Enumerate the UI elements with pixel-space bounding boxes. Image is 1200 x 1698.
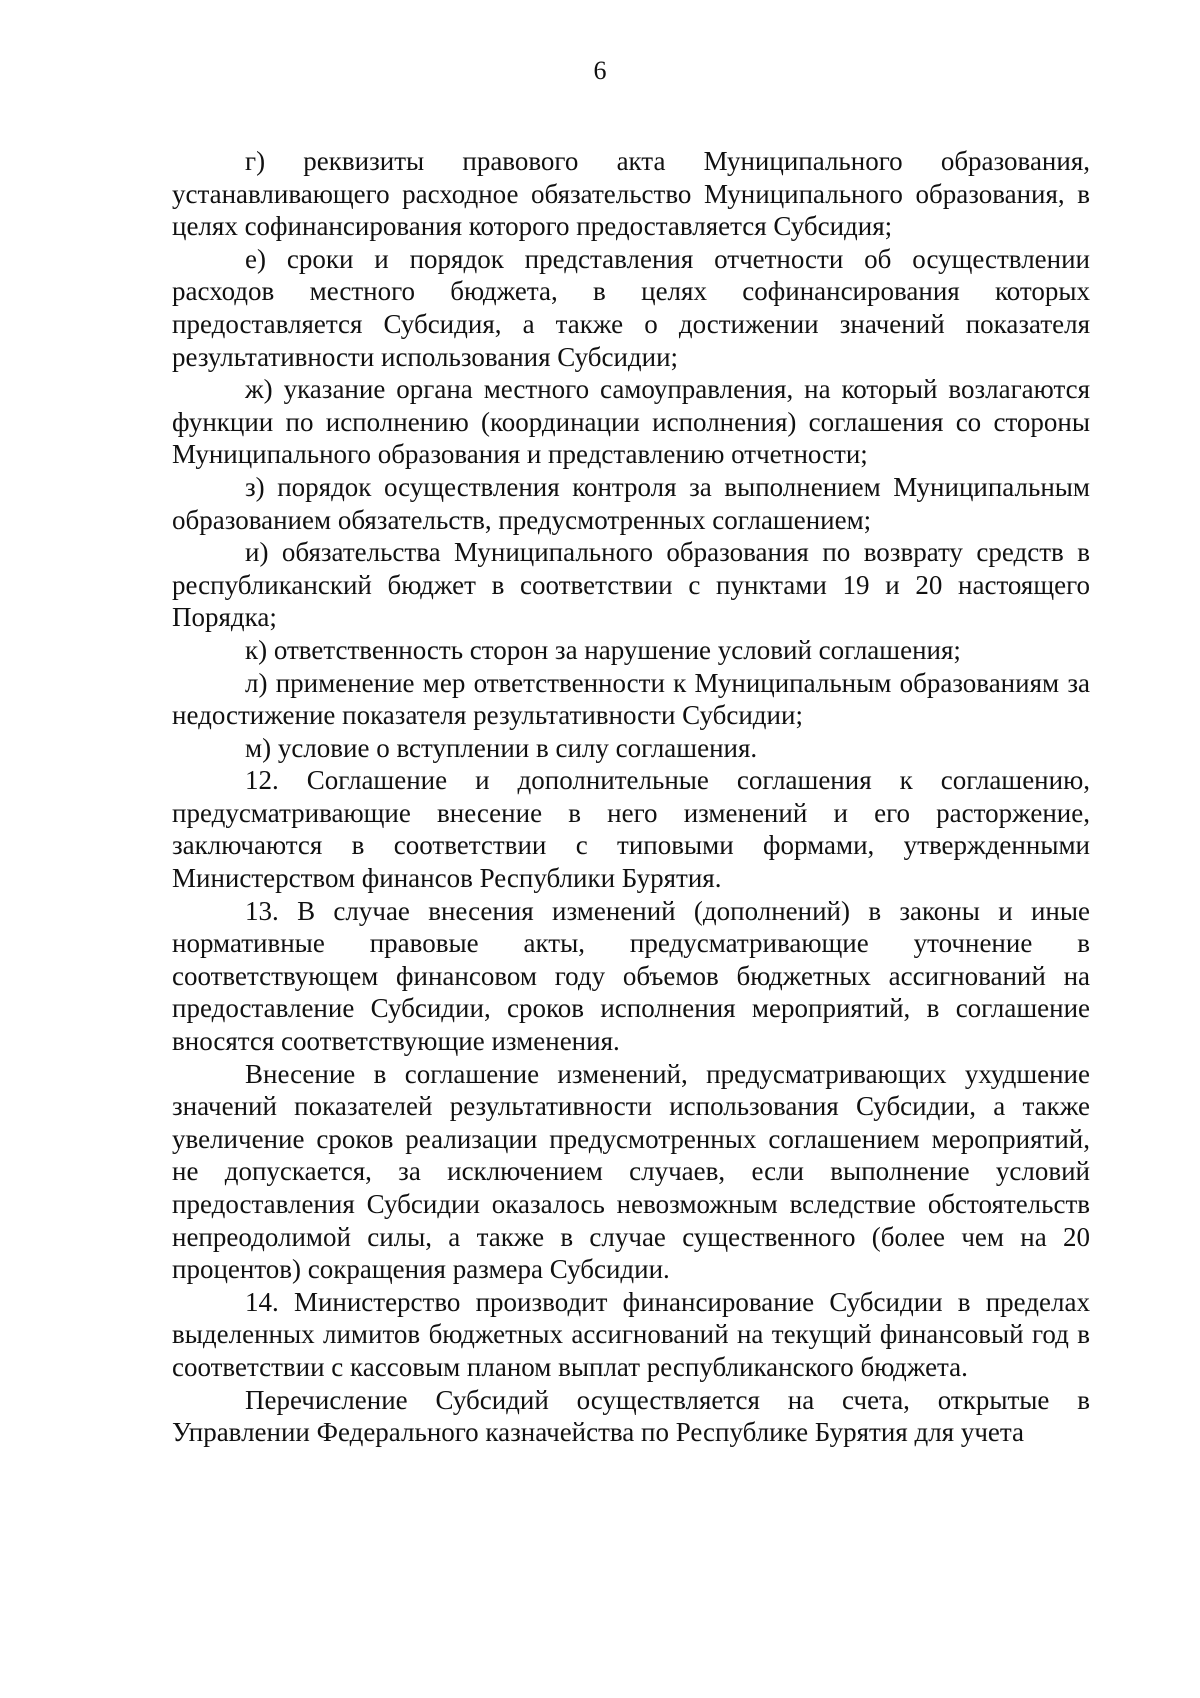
paragraph-14-transfer: Перечисление Субсидий осуществляется на счета, открытые в Управлении Федерального казначейства по Республике Бурятия для учета	[172, 1384, 1090, 1448]
paragraph-12-agreements: 12. Соглашение и дополнительные соглашения к соглашению, предусматривающие внесение в него изменений и его расторжение, заключаются в соответствии с типовыми формами, утвержденными Министерством финансов Республики Бурятия.	[172, 765, 1090, 894]
paragraph-13-restrictions: Внесение в соглашение изменений, предусматривающих ухудшение значений показателей результативности использования Субсидии, а также увеличение сроков реализации предусмотренных соглашением мероприятий, не допускается, за исключением случаев, если выполнение условий предоставления Субсидии оказалось невозможным вследствие обстоятельств непреодолимой силы, а также в случае существенного (более чем на 20 процентов) сокращения размера Субсидии.	[172, 1058, 1090, 1285]
page-number: 6	[593, 56, 607, 85]
paragraph-k-responsibility: к) ответственность сторон за нарушение условий соглашения;	[245, 634, 961, 665]
paragraph-m-entry-into-force: м) условие о вступлении в силу соглашения.	[245, 732, 758, 763]
paragraph-13-amendments: 13. В случае внесения изменений (дополнений) в законы и иные нормативные правовые акты, предусматривающие уточнение в соответствующем финансовом году объемов бюджетных ассигнований на предоставление Субсидии, сроков исполнения мероприятий, в соглашение вносятся соответствующие изменения.	[172, 895, 1090, 1057]
paragraph-e-reporting-terms: е) сроки и порядок представления отчетности об осуществлении расходов местного бюджета, в целях софинансирования которых предоставляется Субсидия, а также о достижении значений показателя результативности использования Субсидии;	[172, 243, 1090, 372]
paragraph-z-control-procedure: з) порядок осуществления контроля за выполнением Муниципальным образованием обязательств, предусмотренных соглашением;	[172, 471, 1090, 535]
document-body	[172, 145, 1090, 1449]
paragraph-g-legal-act-details: г) реквизиты правового акта Муниципального образования, устанавливающего расходное обязательство Муниципального образования, в целях софинансирования которого предоставляется Субсидия;	[172, 146, 1090, 242]
paragraph-zh-local-authority: ж) указание органа местного самоуправления, на который возлагаются функции по исполнению (координации исполнения) соглашения со стороны Муниципального образования и представлению отчетности;	[172, 374, 1090, 470]
paragraph-l-measures: л) применение мер ответственности к Муниципальным образованиям за недостижение показателя результативности Субсидии;	[172, 667, 1090, 731]
paragraph-14-financing: 14. Министерство производит финансирование Субсидии в пределах выделенных лимитов бюджетных ассигнований на текущий финансовый год в соответствии с кассовым планом выплат республиканского бюджета.	[172, 1286, 1090, 1382]
paragraph-i-refund-obligations: и) обязательства Муниципального образования по возврату средств в республиканский бюджет в соответствии с пунктами 19 и 20 настоящего Порядка;	[172, 537, 1090, 633]
